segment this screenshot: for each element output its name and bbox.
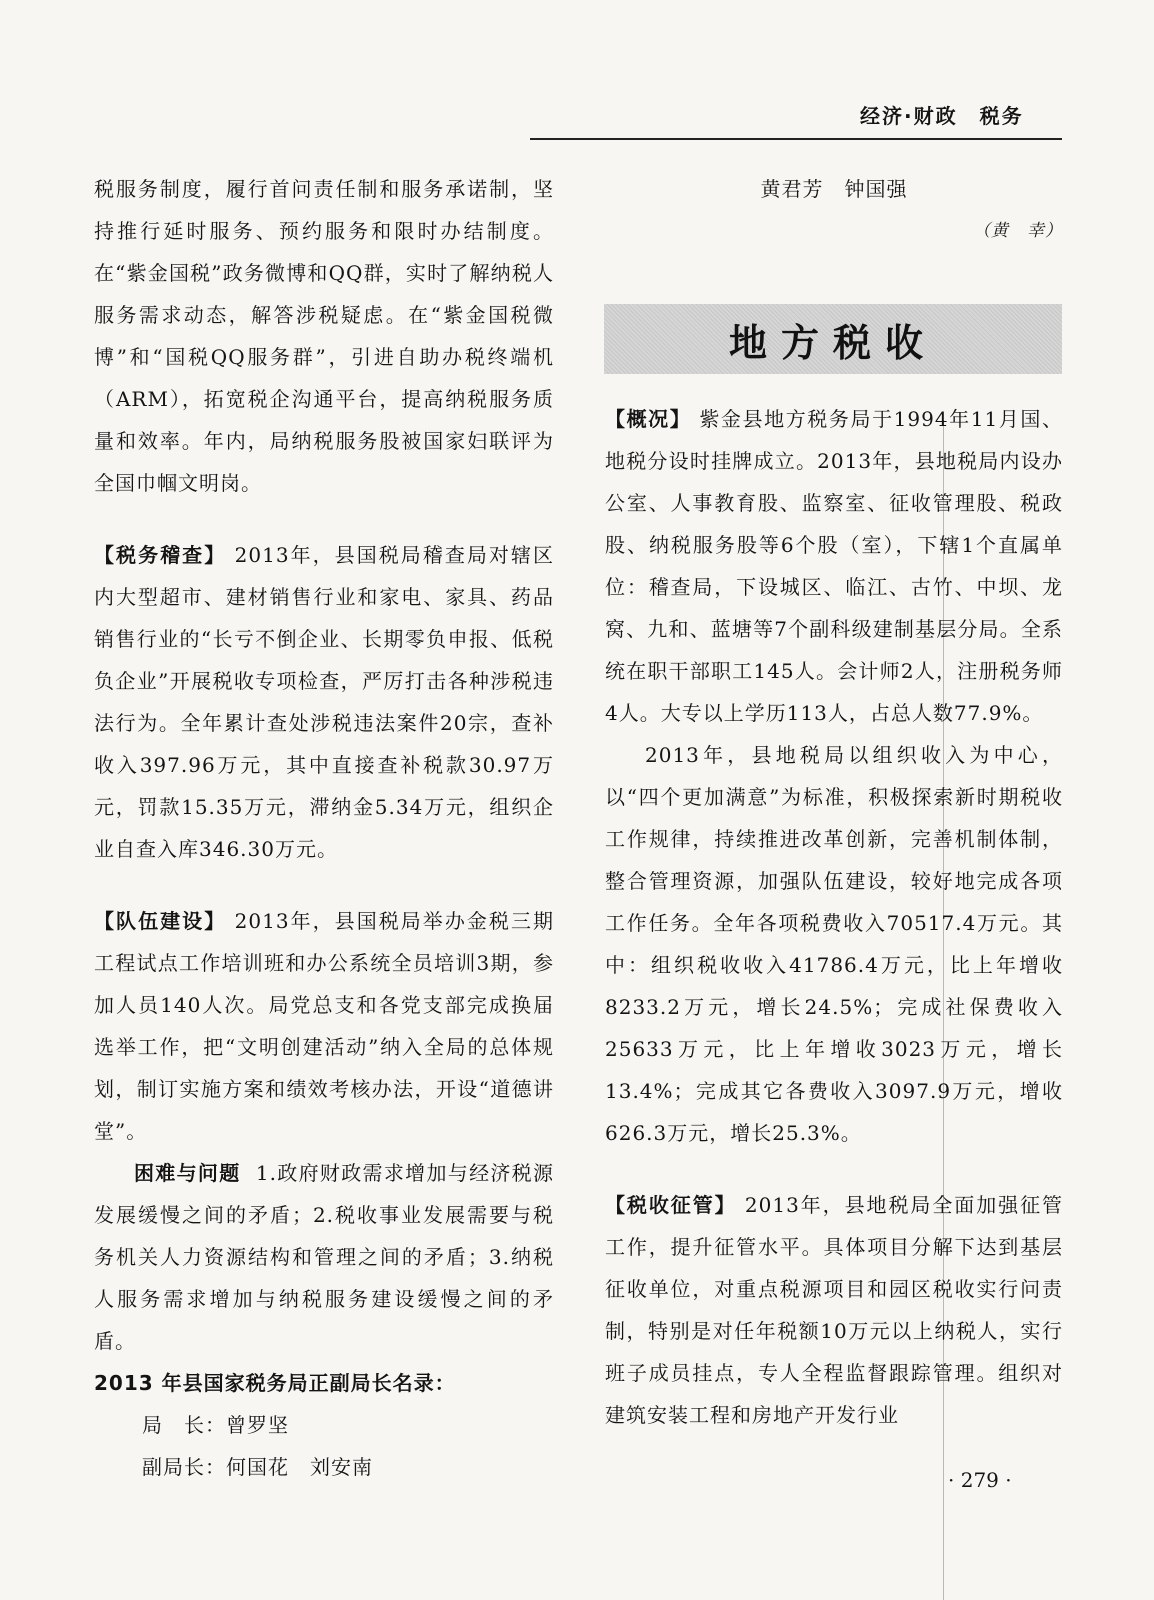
page-crease xyxy=(943,420,944,1600)
overview-tag: 【概况】 xyxy=(605,407,692,431)
audit-tag: 【税务稽查】 xyxy=(94,543,227,567)
right-column xyxy=(605,168,1063,252)
overview-text: 紫金县地方税务局于1994年11月国、地税分设时挂牌成立。2013年，县地税局内设办公室、人事教育股、监察室、征收管理股、税政股、纳税服务股等6个股（室），下辖1个直属单位：稽查局，下设城区、临江、古竹、中坝、龙窝、九和、蓝塘等7个副科级建制基层分局。全系统在职干部职工145人。会计师2人，注册税务师4人。大专以上学历113人，占总人数77.9%。 xyxy=(605,407,1063,725)
collection-text: 2013年，县地税局全面加强征管工作，提升征管水平。具体项目分解下达到基层征收单位，对重点税源项目和园区税收实行问责制，特别是对任年税额10万元以上纳税人，实行班子成员挂点，专人全程监督跟踪管理。组织对建筑安装工程和房地产开发行业 xyxy=(605,1193,1064,1427)
right-column-body xyxy=(605,398,1063,1436)
page-number: · 279 · xyxy=(948,1468,1012,1492)
audit-paragraph xyxy=(94,534,554,870)
problems-paragraph xyxy=(94,1152,554,1362)
overview-paragraph-2: 2013年，县地税局以组织收入为中心，以“四个更加满意”为标准，积极探索新时期税收工作规律，持续推进改革创新，完善机制体制，整合管理资源，加强队伍建设，较好地完成各项工作任务。全年各项税费收入70517.4万元。其中：组织税收收入41786.4万元，比上年增收8233.2万元，增长24.5%；完成社保费收入25633万元，比上年增收3023万元，增长13.4%；完成其它各费收入3097.9万元，增收626.3万元，增长25.3%。 xyxy=(605,743,1063,1145)
roster-continued: 黄君芳 钟国强 xyxy=(760,177,908,201)
overview-paragraph xyxy=(605,398,1063,734)
collection-tag: 【税收征管】 xyxy=(605,1193,737,1217)
editor-credit: （黄 幸） xyxy=(973,221,1063,241)
roster-director: 局 长：曾罗坚 xyxy=(142,1413,289,1437)
running-header: 经济·财政 税务 xyxy=(860,104,1024,128)
problems-text: 1.政府财政需求增加与经济税源发展缓慢之间的矛盾；2.税收事业发展需要与税务机关人力资源结构和管理之间的矛盾；3.纳税人服务需求增加与纳税服务建设缓慢之间的矛盾。 xyxy=(94,1161,554,1353)
problems-label: 困难与问题 xyxy=(134,1161,241,1185)
team-text: 2013年，县国税局举办金税三期工程试点工作培训班和办公系统全员培训3期，参加人员140人次。局党总支和各党支部完成换届选举工作，把“文明创建活动”纳入全局的总体规划，制订实施方案和绩效考核办法，开设“道德讲堂”。 xyxy=(94,909,555,1143)
team-tag: 【队伍建设】 xyxy=(94,909,227,933)
left-column xyxy=(94,168,554,1488)
team-paragraph xyxy=(94,900,554,1152)
roster-title: 2013 年县国家税务局正副局长名录： xyxy=(94,1371,456,1395)
section-title: 地方税收 xyxy=(728,320,937,365)
header-rule xyxy=(530,138,1062,140)
collection-paragraph xyxy=(605,1184,1063,1436)
roster-deputy: 副局长：何国花 刘安南 xyxy=(142,1455,373,1479)
section-banner xyxy=(604,304,1062,374)
intro-paragraph: 税服务制度，履行首问责任制和服务承诺制，坚持推行延时服务、预约服务和限时办结制度。在“紫金国税”政务微博和QQ群，实时了解纳税人服务需求动态，解答涉税疑虑。在“紫金国税微博”和“国税QQ服务群”，引进自助办税终端机（ARM），拓宽税企沟通平台，提高纳税服务质量和效率。年内，局纳税服务股被国家妇联评为全国巾帼文明岗。 xyxy=(94,177,554,495)
audit-text: 2013年，县国税局稽查局对辖区内大型超市、建材销售行业和家电、家具、药品销售行业的“长亏不倒企业、长期零负申报、低税负企业”开展税收专项检查，严厉打击各种涉税违法行为。全年累计查处涉税违法案件20宗，查补收入397.96万元，其中直接查补税款30.97万元，罚款15.35万元，滞纳金5.34万元，组织企业自查入库346.30万元。 xyxy=(94,543,555,861)
